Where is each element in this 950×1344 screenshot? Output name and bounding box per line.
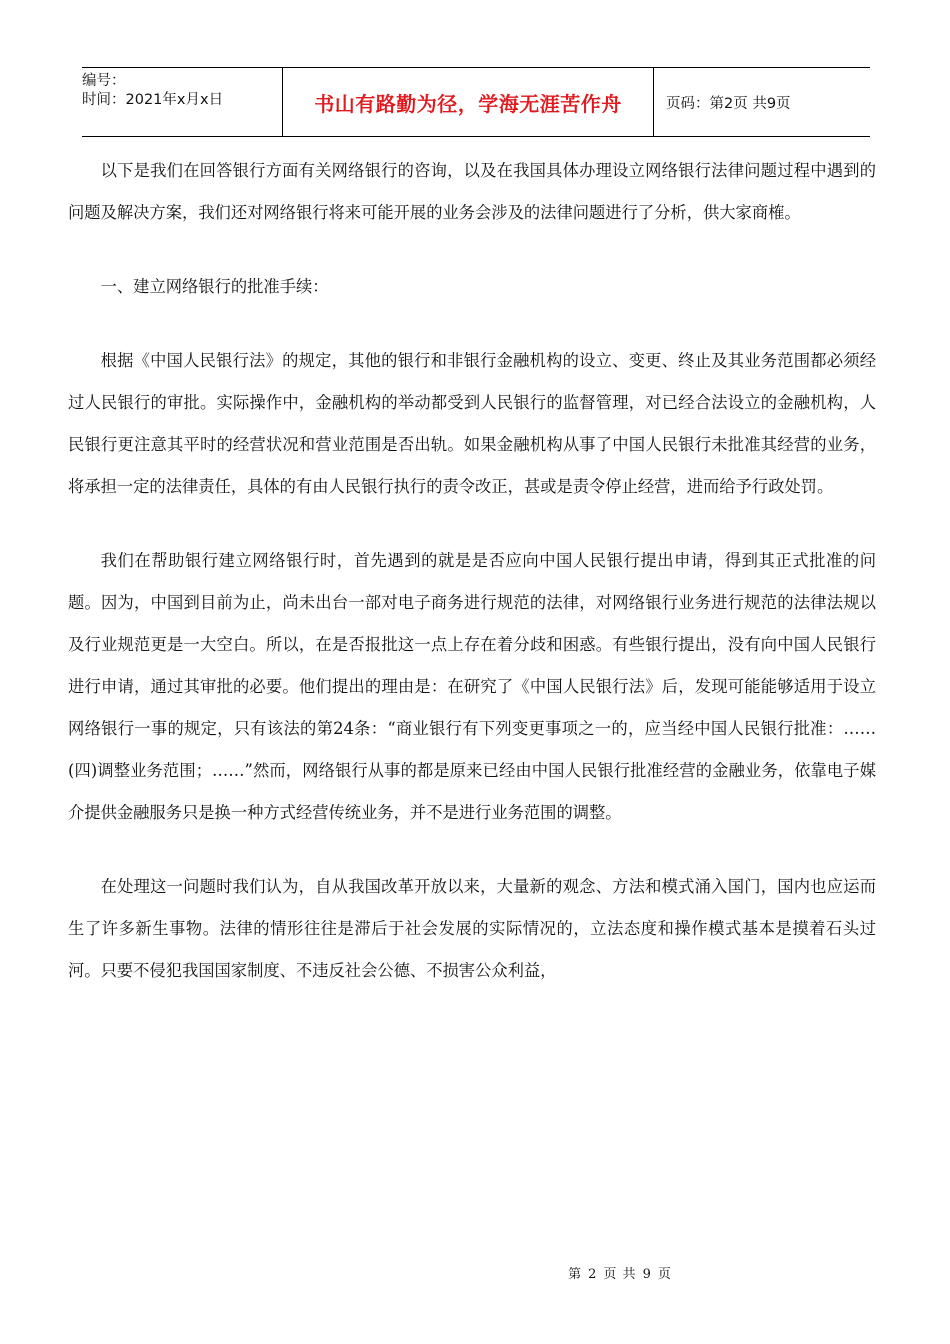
body-paragraph-law: 根据《中国人民银行法》的规定，其他的银行和非银行金融机构的设立、变更、终止及其业务范围都必须经过人民银行的审批。实际操作中，金融机构的举动都受到人民银行的监督管理，对已经合法设立的金融机构，人民银行更注意其平时的经营状况和营业范围是否出轨。如果金融机构从事了中国人民银行未批准其经营的业务，将承担一定的法律责任，具体的有由人民银行执行的责令改正，甚或是责令停止经营，进而给予行政处罚。 <box>68 351 876 496</box>
header-motto: 书山有路勤为径，学海无涯苦作舟 <box>314 91 622 116</box>
header-meta-cell <box>82 68 282 136</box>
header-number-label: 编号： <box>82 73 126 89</box>
body-paragraph-application: 我们在帮助银行建立网络银行时，首先遇到的就是是否应向中国人民银行提出申请，得到其正式批准的问题。因为，中国到目前为止，尚未出台一部对电子商务进行规范的法律，对网络银行业务进行规范的法律法规以及行业规范更是一大空白。所以，在是否报批这一点上存在着分歧和困惑。有些银行提出，没有向中国人民银行进行申请，通过其审批的必要。他们提出的理由是：在研究了《中国人民银行法》后，发现可能能够适用于设立网络银行一事的规定，只有该法的第24条：“商业银行有下列变更事项之一的，应当经中国人民银行批准：……(四)调整业务范围；……”然而，网络银行从事的都是原来已经由中国人民银行批准经营的金融业务，依靠电子媒介提供金融服务只是换一种方式经营传统业务，并不是进行业务范围的调整。 <box>68 551 876 822</box>
section-heading-approval: 一、建立网络银行的批准手续： <box>100 277 329 296</box>
header-page-info: 页码：第2页 共9页 <box>666 95 791 112</box>
footer-mid: 页 共 <box>603 1267 637 1282</box>
header-page-cell <box>654 68 870 136</box>
header-motto-cell <box>282 68 654 136</box>
footer-total-pages: 9 <box>642 1267 652 1282</box>
page-footer <box>0 1263 950 1282</box>
footer-prefix: 第 <box>568 1267 583 1282</box>
body-paragraph-intro: 以下是我们在回答银行方面有关网络银行的咨询，以及在我国具体办理设立网络银行法律问题过程中遇到的问题及解决方案，我们还对网络银行将来可能开展的业务会涉及的法律问题进行了分析，供大家商榷。 <box>68 161 876 222</box>
footer-suffix: 页 <box>657 1267 672 1282</box>
header-date: 时间：2021年x月x日 <box>82 92 224 108</box>
footer-page-number: 2 <box>588 1267 598 1282</box>
body-paragraph-analysis: 在处理这一问题时我们认为，自从我国改革开放以来，大量新的观念、方法和模式涌入国门，国内也应运而生了许多新生事物。法律的情形往往是滞后于社会发展的实际情况的，立法态度和操作模式基本是摸着石头过河。只要不侵犯我国国家制度、不违反社会公德、不损害公众利益， <box>68 877 876 980</box>
document-header <box>82 67 870 137</box>
document-body <box>68 150 876 1024</box>
